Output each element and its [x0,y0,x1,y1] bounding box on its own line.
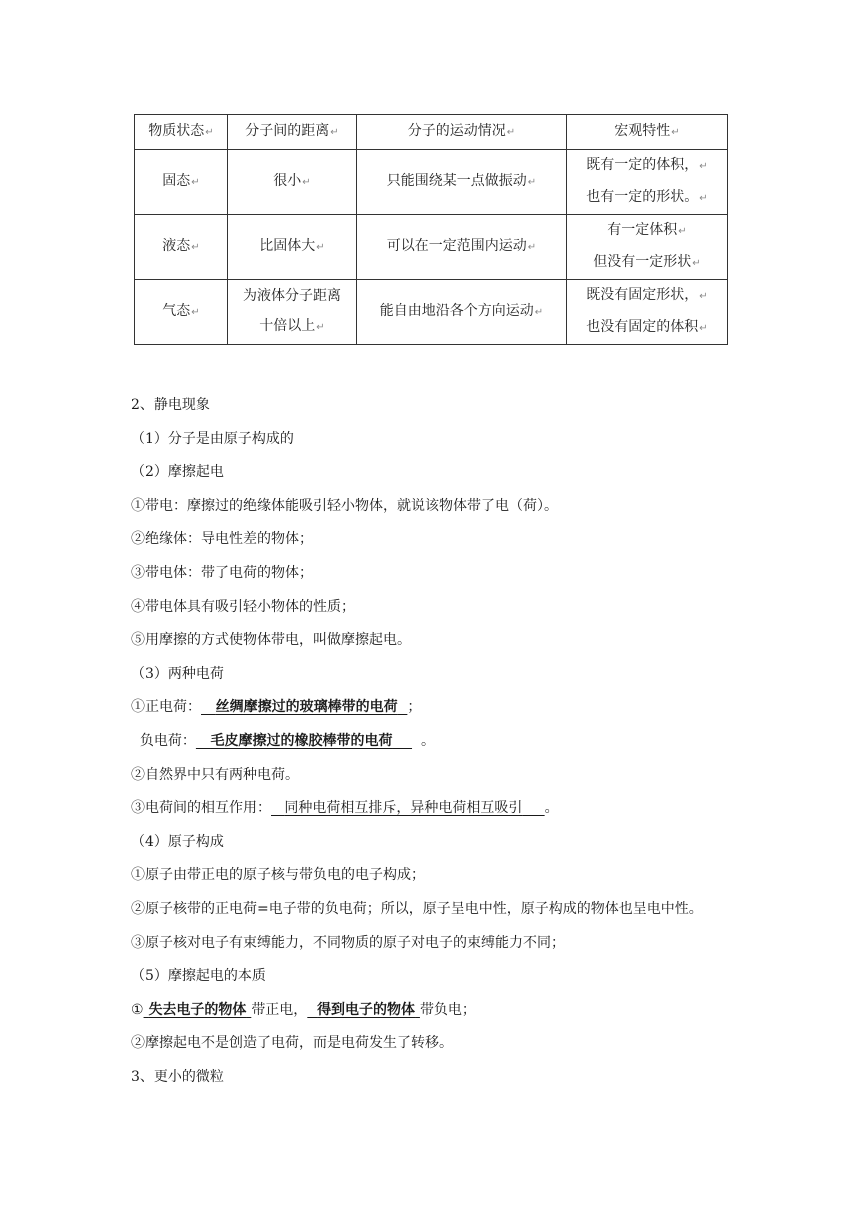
table-row [135,215,728,280]
table-cell: 固态 ↵ [135,150,228,215]
header-cell: 宏观特性 ↵ [567,115,728,150]
section-heading: 2、静电现象 [131,397,210,413]
fill-in-answer: 毛皮摩擦过的橡胶棒带的电荷 [210,732,393,749]
paragraph: ②摩擦起电不是创造了电荷，而是电荷发生了转移。 [131,1035,453,1052]
table-cell: 既有一定的体积， ↵ 也有一定的形状。 ↵ [567,150,728,215]
table-cell: 既没有固定形状， ↵ 也没有固定的体积 ↵ [567,280,728,345]
subsection-heading: （2）摩擦起电 [131,464,224,481]
table-cell: 可以在一定范围内运动 ↵ [357,215,567,280]
paragraph: ①正电荷： 丝绸摩擦过的玻璃棒带的电荷 ； [131,699,422,716]
paragraph: ②绝缘体：导电性差的物体； [131,531,313,548]
table-cell: 气态 ↵ [135,280,228,345]
table-cell: 为液体分子距离 十倍以上 ↵ [228,280,357,345]
paragraph: ① 失去电子的物体 带正电， 得到电子的物体 带负电； [131,1001,476,1018]
table-cell: 有一定体积 ↵ 但没有一定形状 ↵ [567,215,728,280]
section-heading: 3、更小的微粒 [131,1068,224,1085]
paragraph: ④带电体具有吸引轻小物体的性质； [131,598,355,615]
header-cell: 分子间的距离 ↵ [228,115,357,150]
table-cell: 能自由地沿各个方向运动 ↵ [357,280,567,345]
header-cell: 分子的运动情况 ↵ [357,115,567,150]
subsection-heading: （3）两种电荷 [131,665,224,682]
paragraph: ②自然界中只有两种电荷。 [131,766,299,783]
paragraph: ①原子由带正电的原子核与带负电的电子构成； [131,867,425,884]
paragraph: 负电荷： 毛皮摩擦过的橡胶棒带的电荷 。 [139,732,435,749]
subsection-heading: （1）分子是由原子构成的 [131,430,294,447]
table-cell: 只能围绕某一点做振动 ↵ [357,150,567,215]
fill-in-answer: 失去电子的物体 [148,1001,247,1018]
table-cell: 比固体大 ↵ [228,215,357,280]
paragraph: ③带电体：带了电荷的物体； [131,564,313,581]
paragraph: ③原子核对电子有束缚能力，不同物质的原子对电子的束缚能力不同； [131,934,565,951]
table-row [135,280,728,345]
paragraph: ③电荷间的相互作用： 同种电荷相互排斥，异种电荷相互吸引 。 [131,800,559,817]
fill-in-answer: 丝绸摩擦过的玻璃棒带的电荷 [215,699,398,716]
paragraph: ②原子核带的正电荷=电子带的负电荷；所以，原子呈电中性，原子构成的物体也呈电中性。 [131,900,703,917]
table-row [135,150,728,215]
table-cell: 很小 ↵ [228,150,357,215]
document-body [131,389,703,1094]
table-header-row [135,115,728,150]
fill-in-answer: 得到电子的物体 [317,1001,416,1018]
fill-in-answer: 同种电荷相互排斥，异种电荷相互吸引 [284,800,523,817]
table-cell: 液态 ↵ [135,215,228,280]
subsection-heading: （4）原子构成 [131,833,224,850]
subsection-heading: （5）摩擦起电的本质 [131,968,266,985]
header-cell: 物质状态 ↵ [135,115,228,150]
states-of-matter-table [134,114,728,345]
paragraph: ①带电：摩擦过的绝缘体能吸引轻小物体，就说该物体带了电（荷）。 [131,497,558,514]
paragraph: ⑤用摩擦的方式使物体带电，叫做摩擦起电。 [131,632,411,649]
